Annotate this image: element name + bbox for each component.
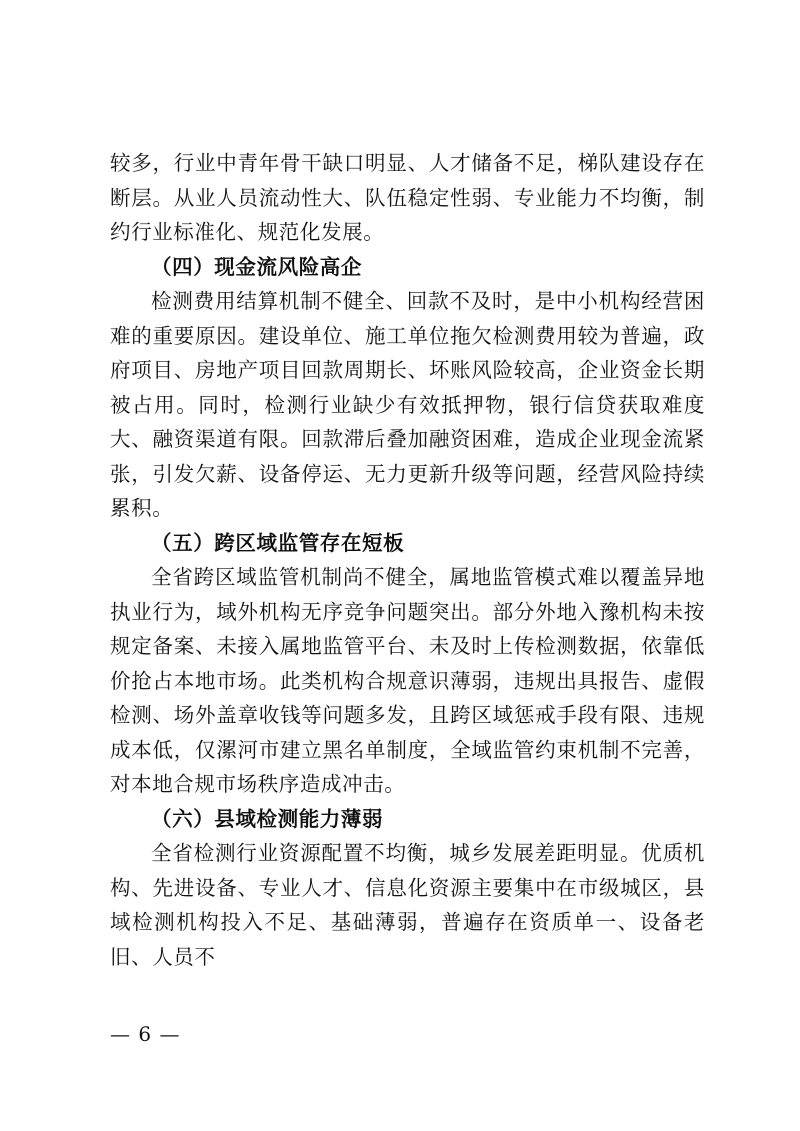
section-heading-5: （五）跨区域监管存在短板 bbox=[151, 530, 405, 555]
document-body bbox=[110, 146, 705, 974]
paragraph-continuation: 较多，行业中青年骨干缺口明显、人才储备不足，梯队建设存在断层。从业人员流动性大、队伍稳定性弱、专业能力不均衡，制约行业标准化、规范化发展。 bbox=[110, 151, 705, 244]
paragraph-cross-region-supervision: 全省跨区域监管机制尚不健全，属地监管模式难以覆盖异地执业行为，域外机构无序竞争问题突出。部分外地入豫机构未按规定备案、未接入属地监管平台、未及时上传检测数据，依靠低价抢占本地市场。此类机构合规意识薄弱，违规出具报告、虚假检测、场外盖章收钱等问题多发，且跨区域惩戒手段有限、违规成本低，仅漯河市建立黑名单制度，全域监管约束机制不完善，对本地合规市场秩序造成冲击。 bbox=[110, 565, 705, 796]
paragraph-cashflow-risk: 检测费用结算机制不健全、回款不及时，是中小机构经营困难的重要原因。建设单位、施工单位拖欠检测费用较为普遍，政府项目、房地产项目回款周期长、坏账风险较高，企业资金长期被占用。同时，检测行业缺少有效抵押物，银行信贷获取难度大、融资渠道有限。回款滞后叠加融资困难，造成企业现金流紧张，引发欠薪、设备停运、无力更新升级等问题，经营风险持续累积。 bbox=[110, 289, 705, 520]
paragraph-county-capacity: 全省检测行业资源配置不均衡，城乡发展差距明显。优质机构、先进设备、专业人才、信息化资源主要集中在市级城区，县域检测机构投入不足、基础薄弱，普遍存在资质单一、设备老旧、人员不 bbox=[110, 841, 705, 969]
section-heading-4: （四）现金流风险高企 bbox=[151, 254, 362, 279]
page-number: — 6 — bbox=[110, 1022, 181, 1046]
section-heading-6: （六）县域检测能力薄弱 bbox=[151, 806, 384, 831]
